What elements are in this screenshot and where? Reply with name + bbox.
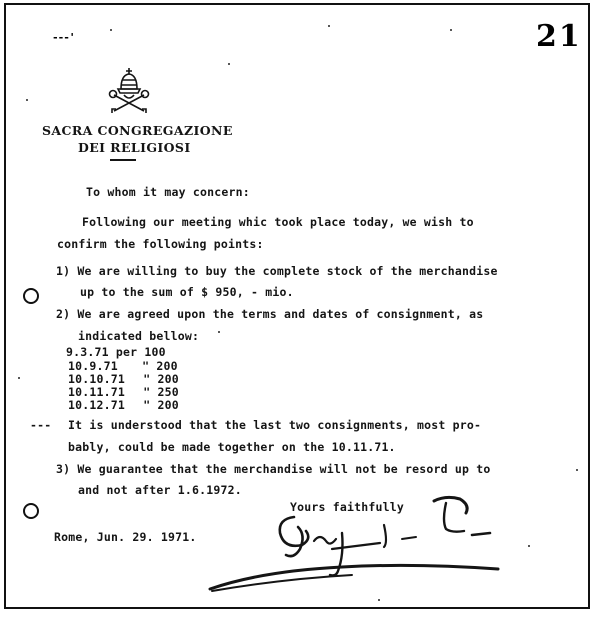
org-name-line2: DEI RELIGIOSI bbox=[78, 140, 191, 155]
schedule-amount: " 200 bbox=[143, 372, 179, 386]
schedule-date: 9.3.71 bbox=[66, 345, 109, 359]
punch-hole-icon bbox=[23, 503, 39, 519]
handwritten-signature-icon bbox=[202, 483, 512, 593]
org-name-line1: SACRA CONGREGAZIONE bbox=[42, 123, 233, 138]
point-2-line-2: indicated bellow: bbox=[78, 329, 200, 343]
schedule-date: 10.12.71 bbox=[68, 398, 125, 412]
point-1-line-1: 1) We are willing to buy the complete stock of the merchandise bbox=[56, 264, 498, 278]
understood-line-1: It is understood that the last two consignments, most pro- bbox=[68, 418, 482, 432]
schedule-date: 10.9.71 bbox=[68, 359, 118, 373]
point-3-line-1: 3) We guarantee that the merchandise will not be resord up to bbox=[56, 462, 491, 476]
schedule-row bbox=[68, 372, 179, 386]
margin-dashes: --- bbox=[30, 418, 52, 432]
schedule-row bbox=[68, 385, 179, 399]
intro-line-1: Following our meeting whic took place today, we wish to bbox=[82, 215, 474, 229]
papal-tiara-keys-emblem-icon bbox=[104, 65, 154, 115]
point-1-line-2: up to the sum of $ 950, - mio. bbox=[80, 285, 294, 299]
schedule-amount: per 100 bbox=[115, 345, 166, 359]
schedule-date: 10.10.71 bbox=[68, 372, 125, 386]
scan-speck bbox=[576, 469, 578, 471]
schedule-amount: " 200 bbox=[142, 359, 178, 373]
scan-speck bbox=[450, 29, 452, 31]
schedule-row bbox=[68, 359, 178, 373]
scan-speck bbox=[528, 545, 530, 547]
salutation: To whom it may concern: bbox=[86, 185, 250, 199]
place-date: Rome, Jun. 29. 1971. bbox=[54, 530, 197, 544]
point-2-line-1: 2) We are agreed upon the terms and dates of consignment, as bbox=[56, 307, 484, 321]
schedule-row bbox=[66, 345, 166, 359]
letterhead-divider bbox=[110, 159, 136, 161]
scan-speck bbox=[218, 331, 220, 333]
intro-line-2: confirm the following points: bbox=[57, 237, 264, 251]
scan-speck bbox=[328, 25, 330, 27]
scan-speck bbox=[228, 63, 230, 65]
scan-speck bbox=[378, 599, 380, 601]
page-number: 21 bbox=[536, 19, 582, 54]
schedule-row bbox=[68, 398, 179, 412]
corner-mark: ---' bbox=[52, 31, 75, 44]
scan-speck bbox=[110, 29, 112, 31]
punch-hole-icon bbox=[23, 288, 39, 304]
schedule-amount: " 250 bbox=[143, 385, 179, 399]
document-page bbox=[4, 3, 590, 609]
understood-line-2: bably, could be made together on the 10.11.71. bbox=[68, 440, 396, 454]
schedule-date: 10.11.71 bbox=[68, 385, 125, 399]
point-3-line-2: and not after 1.6.1972. bbox=[78, 483, 242, 497]
closing: Yours faithfully bbox=[290, 500, 404, 514]
schedule-amount: " 200 bbox=[143, 398, 179, 412]
scan-speck bbox=[18, 377, 20, 379]
scan-speck bbox=[26, 99, 28, 101]
